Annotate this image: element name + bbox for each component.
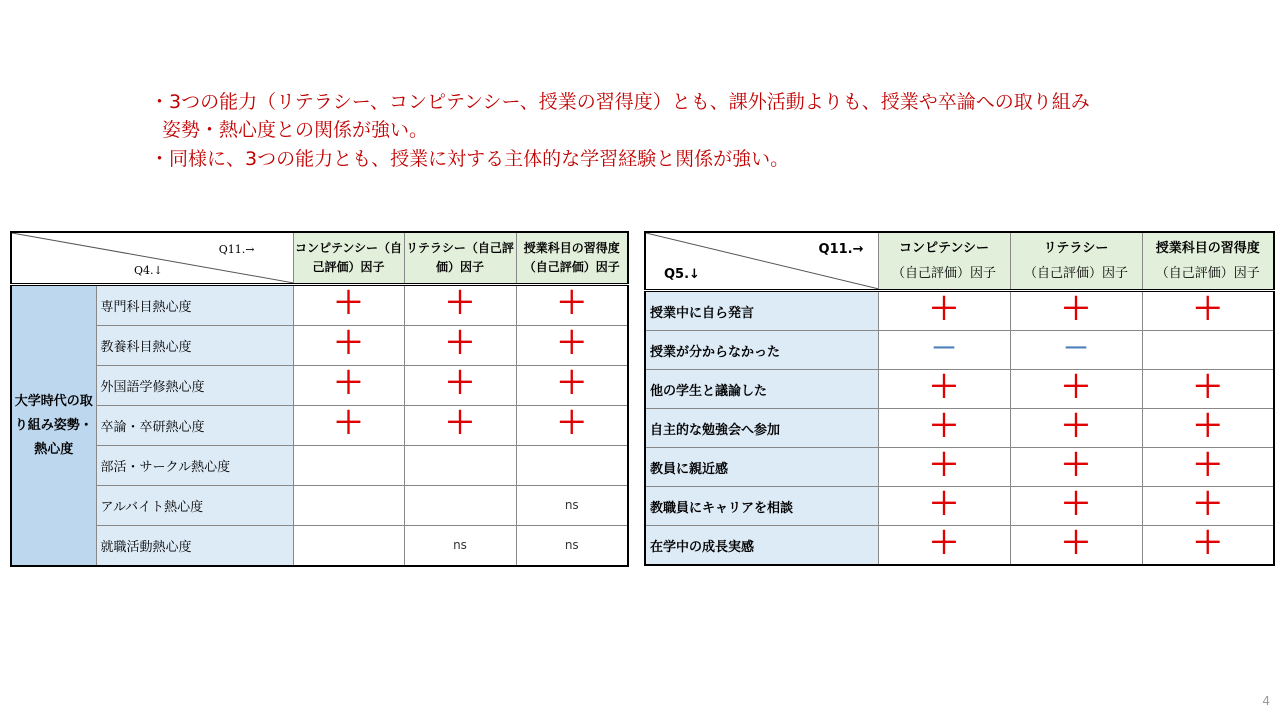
row-label: 部活・サークル熱心度: [96, 446, 293, 486]
result-cell: [1142, 331, 1274, 370]
plus-mark: ＋: [333, 366, 364, 401]
row-label: 就職活動熱心度: [96, 526, 293, 567]
plus-mark: ＋: [929, 447, 959, 483]
plus-mark: ＋: [556, 406, 587, 441]
table-row: [11, 366, 628, 406]
result-cell: [878, 409, 1010, 448]
row-label: 専門科目熱心度: [96, 285, 293, 326]
plus-mark: ＋: [1192, 369, 1223, 405]
result-cell: [516, 446, 628, 486]
result-cell: [516, 406, 628, 446]
minus-mark: －: [930, 334, 957, 364]
row-label: 在学中の成長実感: [645, 526, 878, 566]
row-label: 他の学生と議論した: [645, 370, 878, 409]
plus-mark: ＋: [556, 326, 587, 361]
plus-mark: ＋: [1061, 525, 1091, 561]
result-cell: [293, 326, 404, 366]
q4-correlation-table: [10, 231, 629, 567]
plus-mark: ＋: [333, 286, 364, 321]
result-cell: [516, 326, 628, 366]
plus-mark: ＋: [1061, 447, 1091, 483]
plus-mark: ＋: [929, 525, 959, 561]
result-cell: [878, 370, 1010, 409]
result-cell: [516, 366, 628, 406]
result-cell: [1010, 409, 1142, 448]
result-cell: [404, 446, 516, 486]
group-label: 大学時代の取り組み姿勢・熱心度: [11, 285, 96, 567]
table-row: [11, 406, 628, 446]
page-number: 4: [1262, 694, 1270, 708]
plus-mark: ＋: [333, 406, 364, 441]
plus-mark: ＋: [929, 408, 959, 444]
table-corner-header: [11, 232, 293, 285]
result-cell: [293, 486, 404, 526]
result-cell: [1010, 370, 1142, 409]
row-label: 教職員にキャリアを相談: [645, 487, 878, 526]
table-row: [11, 486, 628, 526]
minus-mark: －: [1062, 334, 1089, 364]
column-header: コンピテンシー （自己評価）因子: [878, 232, 1010, 291]
table-row: [645, 370, 1274, 409]
result-cell: [1010, 448, 1142, 487]
table-row: [645, 409, 1274, 448]
result-cell: [878, 526, 1010, 566]
result-cell: [404, 285, 516, 326]
result-cell: [1010, 331, 1142, 370]
plus-mark: ＋: [556, 286, 587, 321]
table-row: [645, 526, 1274, 566]
plus-mark: ＋: [1192, 486, 1223, 522]
result-cell: [293, 446, 404, 486]
row-label: 教養科目熱心度: [96, 326, 293, 366]
plus-mark: ＋: [929, 369, 959, 405]
result-cell: [516, 486, 628, 526]
bullet-2: ・同様に、3つの能力とも、授業に対する主体的な学習経験と関係が強い。: [150, 148, 790, 170]
summary-bullets: [150, 88, 1210, 173]
row-label: 授業が分からなかった: [645, 331, 878, 370]
column-header: リテラシー（自己評価）因子: [404, 232, 516, 285]
row-label: 卒論・卒研熱心度: [96, 406, 293, 446]
result-cell: [1142, 291, 1274, 331]
column-header: 授業科目の習得度（自己評価）因子: [516, 232, 628, 285]
ns-mark: ns: [564, 538, 579, 552]
corner-row-axis: Q5.↓: [664, 267, 700, 282]
result-cell: [1010, 526, 1142, 566]
result-cell: [1142, 448, 1274, 487]
result-cell: [878, 331, 1010, 370]
table-corner-header: [645, 232, 878, 291]
result-cell: [1142, 487, 1274, 526]
plus-mark: ＋: [1192, 525, 1223, 561]
ns-mark: ns: [453, 538, 467, 552]
table-row: [645, 448, 1274, 487]
result-cell: [1142, 370, 1274, 409]
result-cell: [1010, 291, 1142, 331]
table-row: [11, 285, 628, 326]
result-cell: [404, 366, 516, 406]
result-cell: [404, 486, 516, 526]
result-cell: [1010, 487, 1142, 526]
q5-correlation-table: [644, 231, 1275, 566]
result-cell: [293, 366, 404, 406]
plus-mark: ＋: [1192, 408, 1223, 444]
plus-mark: ＋: [556, 366, 587, 401]
plus-mark: ＋: [445, 406, 475, 441]
plus-mark: ＋: [1061, 369, 1091, 405]
corner-column-axis: Q11.→: [218, 243, 255, 256]
column-header: リテラシー （自己評価）因子: [1010, 232, 1142, 291]
plus-mark: ＋: [1061, 486, 1091, 522]
result-cell: [293, 406, 404, 446]
result-cell: [878, 291, 1010, 331]
result-cell: [404, 526, 516, 567]
table-row: [11, 526, 628, 567]
corner-row-axis: Q4.↓: [134, 264, 163, 277]
bullet-1-continuation: 姿勢・熱心度との関係が強い。: [162, 119, 429, 141]
row-label: 授業中に自ら発言: [645, 291, 878, 331]
corner-column-axis: Q11.→: [818, 242, 864, 257]
result-cell: [1142, 409, 1274, 448]
plus-mark: ＋: [445, 286, 475, 321]
table-row: [11, 446, 628, 486]
result-cell: [293, 285, 404, 326]
result-cell: [293, 526, 404, 567]
result-cell: [516, 285, 628, 326]
plus-mark: ＋: [1061, 291, 1091, 327]
plus-mark: ＋: [445, 326, 475, 361]
result-cell: [404, 406, 516, 446]
column-header: 授業科目の習得度 （自己評価）因子: [1142, 232, 1274, 291]
result-cell: [878, 487, 1010, 526]
result-cell: [878, 448, 1010, 487]
row-label: 自主的な勉強会へ参加: [645, 409, 878, 448]
plus-mark: ＋: [1192, 291, 1223, 327]
plus-mark: ＋: [1192, 447, 1223, 483]
plus-mark: ＋: [929, 291, 959, 327]
ns-mark: ns: [564, 498, 579, 512]
plus-mark: ＋: [929, 486, 959, 522]
row-label: 教員に親近感: [645, 448, 878, 487]
table-row: [645, 291, 1274, 331]
column-header: コンピテンシー（自己評価）因子: [293, 232, 404, 285]
table-row: [11, 326, 628, 366]
result-cell: [516, 526, 628, 567]
bullet-1: ・3つの能力（リテラシー、コンピテンシー、授業の習得度）とも、課外活動よりも、授業や卒論への取り組み: [150, 91, 1090, 113]
result-cell: [1142, 526, 1274, 566]
table-row: [645, 487, 1274, 526]
row-label: 外国語学修熱心度: [96, 366, 293, 406]
plus-mark: ＋: [333, 326, 364, 361]
plus-mark: ＋: [1061, 408, 1091, 444]
plus-mark: ＋: [445, 366, 475, 401]
table-row: [645, 331, 1274, 370]
row-label: アルバイト熱心度: [96, 486, 293, 526]
result-cell: [404, 326, 516, 366]
